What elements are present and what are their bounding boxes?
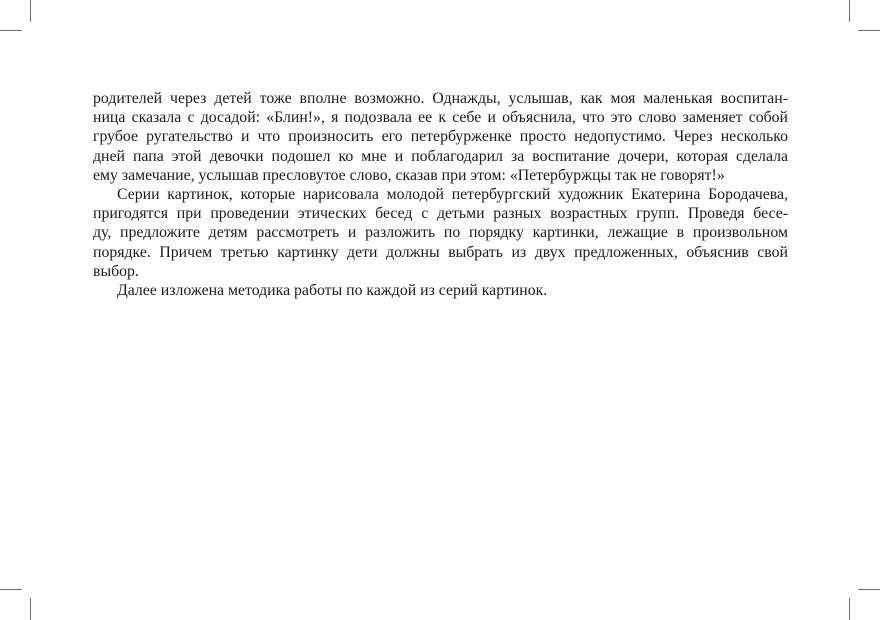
crop-mark-top-right [849,0,850,22]
text-line: родителей через детей тоже вполне возможно. Однажды, услышав, как моя маленькая воспитан- [93,90,788,107]
text-line: порядке. Причем третью картинку дети должны выбрать из двух предложенных, объяснив свой [93,243,788,261]
text-line: дней папа этой девочки подошел ко мне и поблагодарил за воспитание дочери, которая сделала [93,147,788,165]
crop-mark-top-right-h [858,30,880,31]
text-line: ница сказала с досадой: «Блин!», я подозвала ее к себе и объяснила, что это слово заменяет собой [93,109,788,127]
paragraph-3 [93,281,788,300]
crop-mark-top-left [30,0,31,22]
crop-mark-top-left-h [0,30,22,31]
text-line: Серии картинок, которые нарисовала молодой петербургский художник Екатерина Бородачева, [117,186,788,204]
paragraph-1 [93,89,788,185]
crop-mark-bottom-right [849,598,850,620]
text-line: грубое ругательство и что произносить его петербурженке просто недопустимо. Через несколько [93,128,788,146]
crop-mark-bottom-left [30,598,31,620]
text-line: ду, предложите детям рассмотреть и разложить по порядку картинки, лежащие в произвольном [93,224,788,242]
text-line: выбор. [93,262,139,280]
text-line: пригодятся при проведении этических бесед с детьми разных возрастных групп. Проведя бесе- [93,205,788,223]
paragraph-2 [93,185,788,281]
text-line: Далее изложена методика работы по каждой из серий картинок. [117,282,548,300]
crop-mark-bottom-right-h [858,589,880,590]
text-line: ему замечание, услышав пресловутое слово, сказав при этом: «Петербуржцы так не говорят!» [93,166,725,184]
crop-mark-bottom-left-h [0,589,22,590]
body-text [93,89,788,300]
